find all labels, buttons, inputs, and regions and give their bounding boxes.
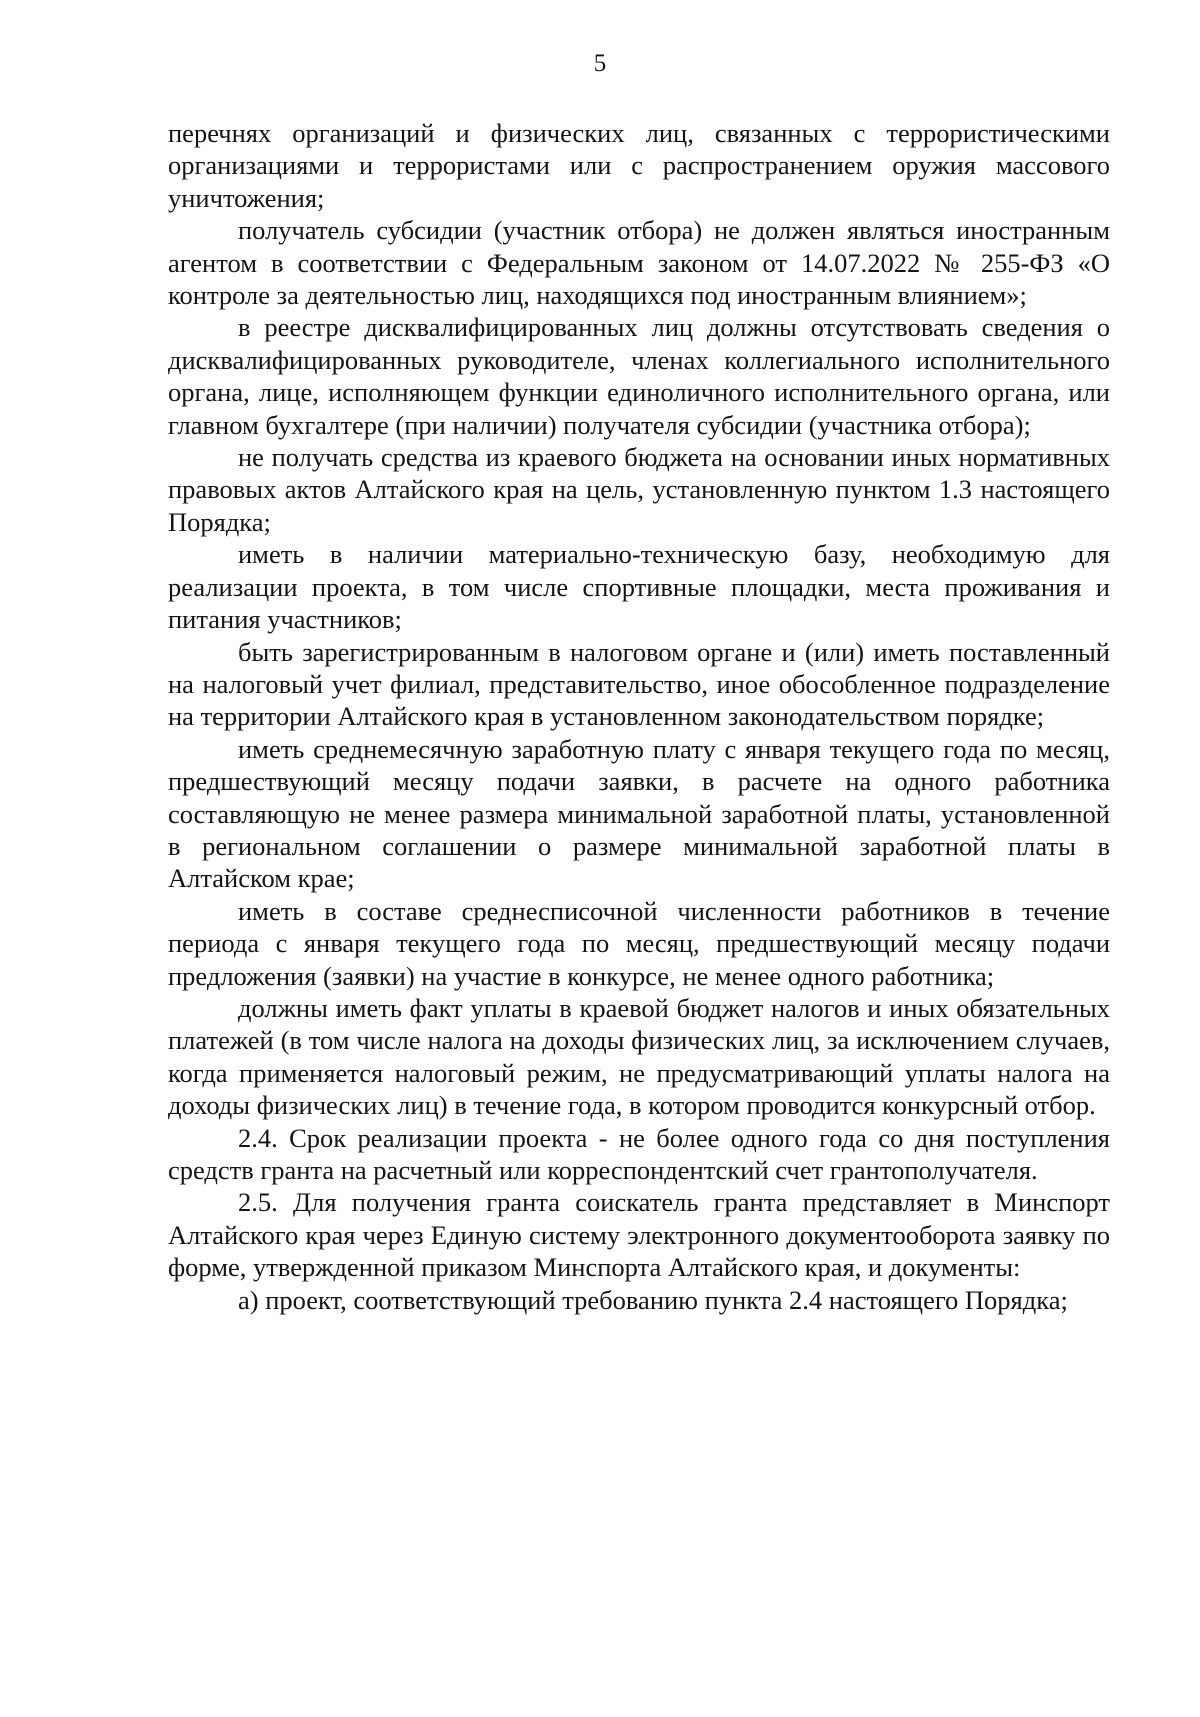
- paragraph-item-a: а) проект, соответствующий требованию пункта 2.4 настоящего Порядка;: [238, 1284, 1068, 1315]
- paragraph-section-2-4: 2.4. Срок реализации проекта - не более одного года со дня поступления средств гранта на расчетный или корреспондентский счет грантополучателя.: [168, 1122, 1110, 1185]
- paragraph-section-2-5: 2.5. Для получения гранта соискатель гранта представляет в Минспорт Алтайского края через Единую систему электронного документооборота заявку по форме, утвержденной приказом Минспорта Алтайского края, и документы:: [168, 1187, 1110, 1283]
- paragraph-tax-registration: быть зарегистрированным в налоговом органе и (или) иметь поставленный на налоговый учет филиал, представительство, иное обособленное подразделение на территории Алтайского края в установленном законодательством порядке;: [168, 636, 1110, 732]
- paragraph-not-foreign-agent: получатель субсидии (участник отбора) не должен являться иностранным агентом в соответствии с Федеральным законом от 14.07.2022 № 255-ФЗ «О контроле за деятельностью лиц, находящихся под иностранным влиянием»;: [168, 215, 1110, 311]
- paragraph-terrorist-lists-continuation: перечнях организаций и физических лиц, связанных с террористическими организациями и террористами или с распространением оружия массового уничтожения;: [168, 118, 1110, 213]
- page-number: 5: [593, 50, 607, 77]
- paragraph-tax-payments: должны иметь факт уплаты в краевой бюджет налогов и иных обязательных платежей (в том числе налога на доходы физических лиц, за исключением случаев, когда применяется налоговый режим, не предусматривающий уплаты налога на доходы физических лиц) в течение года, в котором проводится конкурсный отбор.: [168, 992, 1110, 1121]
- paragraph-average-monthly-salary: иметь среднемесячную заработную плату с января текущего года по месяц, предшествующий месяцу подачи заявки, в расчете на одного работника составляющую не менее размера минимальной заработной платы, установленной в региональном соглашении о размере минимальной заработной платы в Алтайском крае;: [168, 733, 1110, 894]
- paragraph-no-other-budget-funds: не получать средства из краевого бюджета на основании иных нормативных правовых актов Алтайского края на цель, установленную пунктом 1.3 настоящего Порядка;: [168, 442, 1110, 537]
- paragraph-average-headcount: иметь в составе среднесписочной численности работников в течение периода с января текущего года по месяц, предшествующий месяцу подачи предложения (заявки) на участие в конкурсе, не менее одного работника;: [168, 895, 1110, 991]
- document-body: [168, 117, 1110, 1316]
- paragraph-disqualified-persons-registry: в реестре дисквалифицированных лиц должны отсутствовать сведения о дисквалифицированных руководителе, членах коллегиального исполнительного органа, лице, исполняющем функции единоличного исполнительного органа, или главном бухгалтере (при наличии) получателя субсидии (участника отбора);: [168, 312, 1110, 440]
- paragraph-material-technical-base: иметь в наличии материально-техническую базу, необходимую для реализации проекта, в том числе спортивные площадки, места проживания и питания участников;: [168, 539, 1110, 635]
